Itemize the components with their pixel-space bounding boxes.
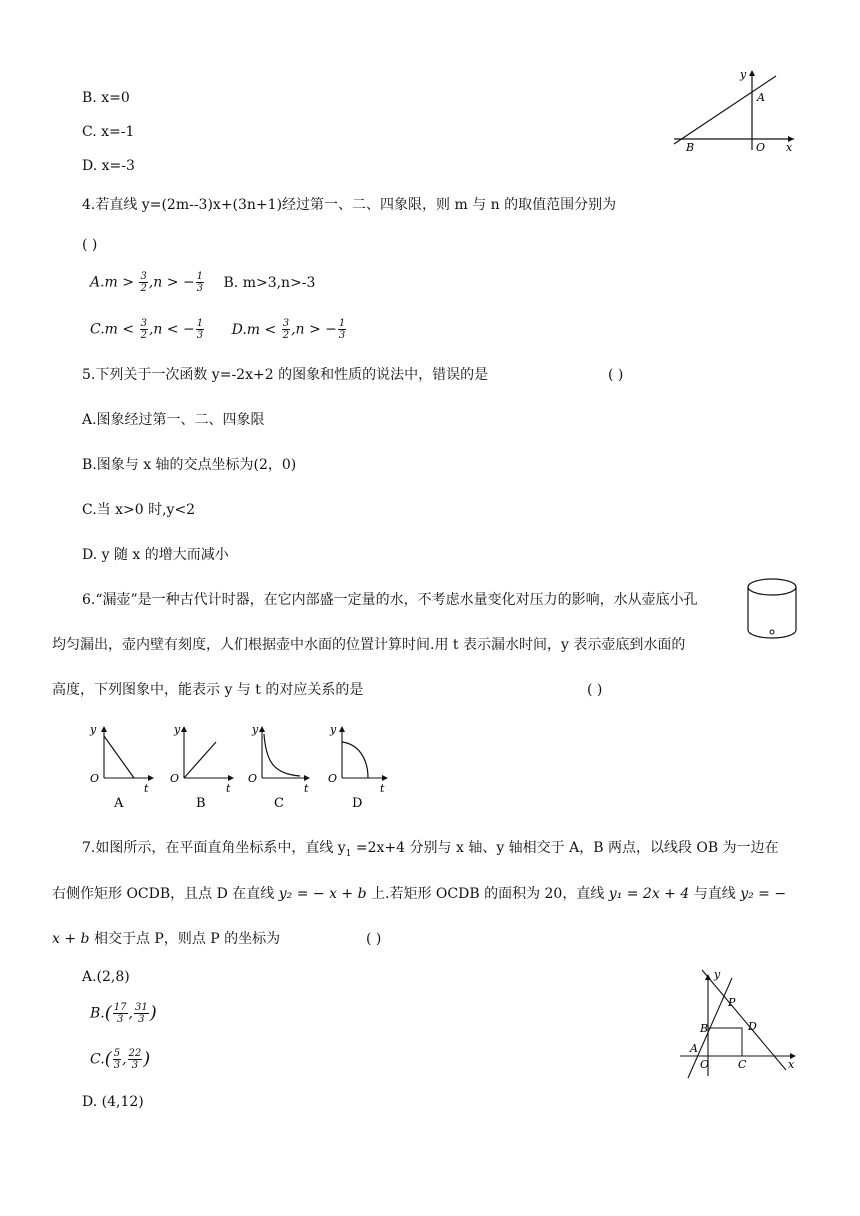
q3-fig-b: B	[686, 141, 695, 154]
q7-option-d: D. (4,12)	[82, 1094, 144, 1110]
q5-option-b: B.图象与 x 轴的交点坐标为(2，0)	[82, 457, 297, 473]
q6-label-c: C	[274, 796, 284, 810]
svg-text:O: O	[248, 772, 258, 785]
q3-line	[674, 76, 776, 144]
q3-option-d: D. x=-3	[82, 158, 135, 174]
q5-stem: 5.下列关于一次函数 y=-2x+2 的图象和性质的说法中，错误的是	[82, 367, 489, 383]
svg-text:C: C	[738, 1058, 747, 1071]
q6-line2: 均匀漏出，壶内壁有刻度，人们根据壶中水面的位置计算时间.用 t 表示漏水时间，y 表示壶底到水面的	[52, 637, 686, 653]
q7-line3: x + b 相交于点 P，则点 P 的坐标为	[52, 931, 281, 947]
q3-figure	[668, 62, 800, 154]
drain-hole-icon	[770, 630, 774, 634]
q5-option-d: D. y 随 x 的增大而减小	[82, 547, 229, 563]
q4-options-row2: C.m < $\frac{3}{2}$ ,n < − $\frac{1}{3}$ D.m < $\frac{3}{2}$ ,n > − $\frac{1}{3}$	[90, 318, 346, 341]
q3-fig-x: x	[786, 141, 793, 154]
q4-blank: ( )	[82, 237, 98, 253]
q7-option-a: A.(2,8)	[82, 969, 130, 985]
q6-line3: 高度，下列图象中，能表示 y 与 t 的对应关系的是	[52, 682, 364, 698]
q6-label-d: D	[352, 796, 363, 810]
svg-text:y: y	[714, 968, 721, 981]
q6-blank: ( )	[587, 682, 603, 698]
q7-line-y2	[702, 970, 786, 1070]
svg-text:y: y	[90, 723, 97, 736]
svg-text:t: t	[226, 782, 231, 795]
q6-label-a: A	[114, 796, 124, 810]
svg-text:O: O	[328, 772, 338, 785]
q6-label-b: B	[196, 796, 206, 810]
svg-text:O: O	[700, 1058, 710, 1071]
q7-line2: 右侧作矩形 OCDB，且点 D 在直线 y₂ = − x + b 上.若矩形 OCDB 的面积为 20，直线 y₁ = 2x + 4 与直线 y₂ = −	[52, 886, 787, 902]
q6-graph-a	[89, 723, 154, 810]
q6-line1: 6.“漏壶”是一种古代计时器，在它内部盛一定量的水，不考虑水量变化对压力的影响，水从壶底小孔	[82, 592, 698, 608]
q5-option-a: A.图象经过第一、二、四象限	[82, 412, 265, 428]
q6-graphs	[86, 718, 396, 810]
q6-graph-b	[170, 723, 234, 810]
svg-text:P: P	[728, 996, 736, 1009]
q7-figure	[672, 966, 802, 1080]
q4-stem: 4.若直线 y=(2m--3)x+(3n+1)经过第一、二、四象限，则 m 与 n 的取值范围分别为	[82, 197, 617, 213]
q7-option-b: B.( $\frac{17}{3}$ , $\frac{31}{3}$ )	[90, 1002, 157, 1025]
q3-fig-o: O	[756, 141, 766, 154]
water-clock-figure	[744, 576, 800, 644]
q3-fig-a: A	[757, 91, 765, 104]
q7-blank: ( )	[366, 931, 382, 947]
q4-options-row1: A.m > $\frac{3}{2}$ ,n > − $\frac{1}{3}$ B. m>3,n>-3	[90, 271, 316, 294]
q7-option-c: C.( $\frac{5}{3}$ , $\frac{22}{3}$ )	[90, 1048, 151, 1071]
svg-text:D: D	[748, 1020, 757, 1033]
q6-graph-c	[248, 723, 310, 810]
svg-text:t: t	[144, 782, 149, 795]
q3-fig-y: y	[740, 68, 747, 81]
q4-option-b: B. m>3,n>-3	[223, 274, 316, 291]
svg-text:y: y	[174, 723, 181, 736]
svg-text:B: B	[700, 1022, 709, 1035]
q6-graph-d	[328, 723, 388, 810]
svg-text:x: x	[788, 1058, 795, 1071]
svg-text:A: A	[690, 1042, 698, 1055]
q3-option-c: C. x=-1	[82, 124, 135, 140]
svg-text:y: y	[252, 723, 259, 736]
svg-text:y: y	[330, 723, 337, 736]
q3-option-b: B. x=0	[82, 90, 130, 106]
q7-rectangle	[708, 1028, 742, 1056]
svg-text:O: O	[90, 772, 100, 785]
svg-text:O: O	[170, 772, 180, 785]
svg-text:t: t	[380, 782, 385, 795]
q5-option-c: C.当 x>0 时,y<2	[82, 502, 196, 518]
svg-text:t: t	[304, 782, 309, 795]
q7-line1: 7.如图所示，在平面直角坐标系中，直线 $y_1 =2x+4$ 分别与 x 轴、y 轴相交于 A，B 两点，以线段 OB 为一边在	[82, 840, 779, 859]
q5-blank: ( )	[608, 367, 624, 383]
